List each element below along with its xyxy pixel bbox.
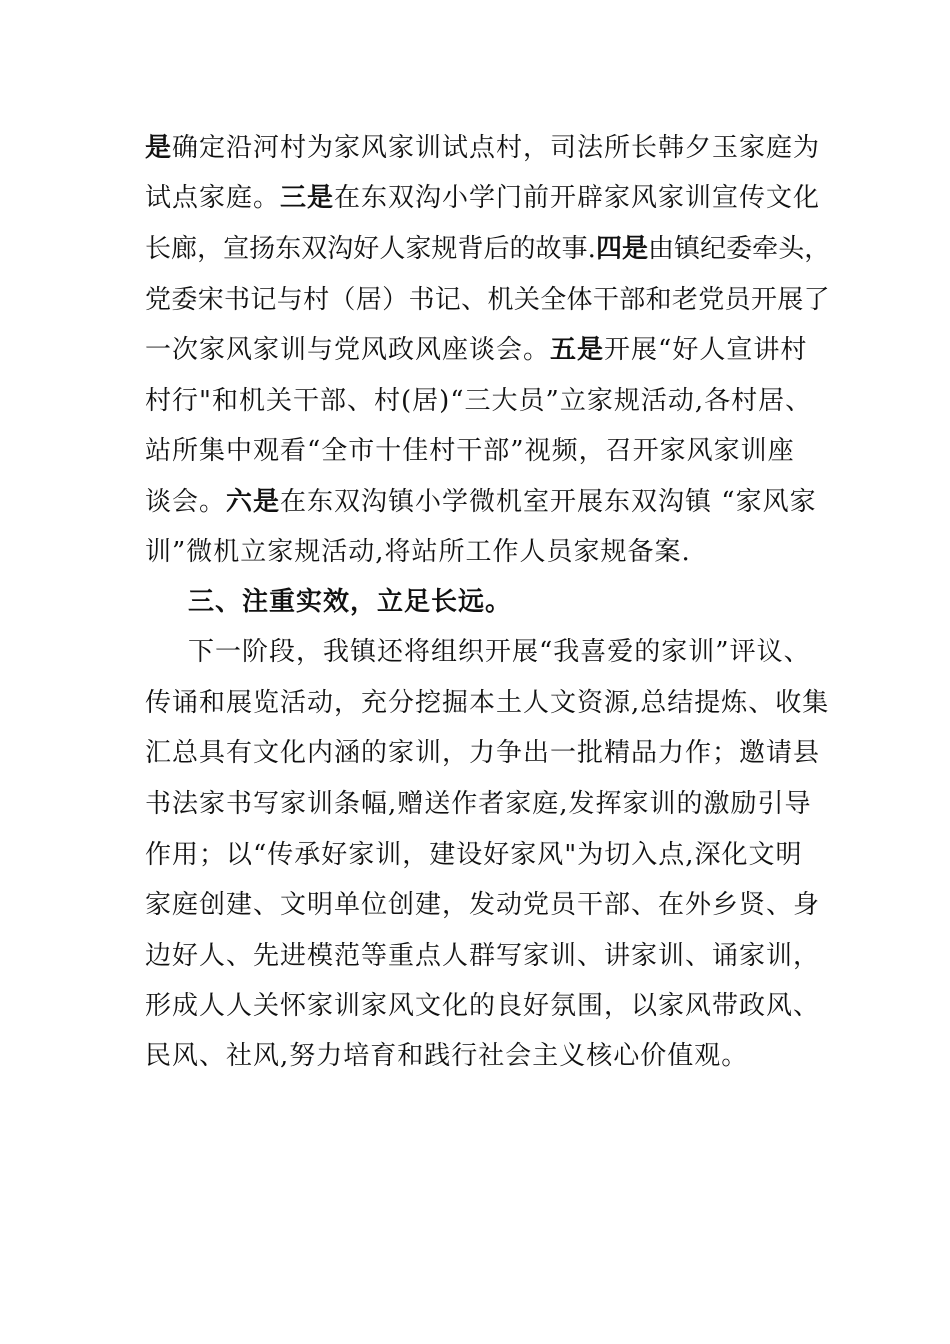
text-run: 作用；以“传承好家训，建设好家风"为切入点,深化文明: [145, 840, 803, 870]
text-line: [145, 234, 830, 264]
ordinal-marker: 三是: [280, 183, 335, 213]
text-line: [145, 1041, 748, 1071]
text-run: 村行"和机关干部、村(居)“三大员”立家规活动,各村居、: [145, 386, 813, 416]
text-run: 开展“好人宣讲村: [604, 335, 808, 365]
text-run: 由镇纪委牵头，: [648, 234, 831, 264]
text-run: 长廊，宣扬东双沟好人家规背后的故事.: [145, 234, 596, 264]
text-run: 在东双沟小学门前开辟家风家训宣传文化: [334, 183, 821, 213]
text-run: 一次家风家训与党风政风座谈会。: [145, 335, 551, 365]
text-line: [145, 738, 820, 768]
text-run: 传诵和展览活动，充分挖掘本土人文资源,总结提炼、收集: [145, 688, 830, 718]
text-run: 民风、社风,努力培育和践行社会主义核心价值观。: [145, 1041, 749, 1071]
text-run: 书法家书写家训条幅,赠送作者家庭,发挥家训的激励引导: [145, 789, 812, 819]
text-line: [145, 537, 691, 567]
section-heading: 三、注重实效，立足长远。: [188, 587, 513, 617]
text-line: [145, 285, 830, 315]
text-run: 确定沿河村为家风家训试点村，司法所长韩夕玉家庭为: [172, 133, 821, 163]
ordinal-marker: 四是: [595, 234, 649, 264]
text-line: [145, 840, 803, 870]
text-run: 在东双沟镇小学微机室开展东双沟镇 “家风家: [280, 487, 817, 517]
text-run: 形成人人关怀家训家风文化的良好氛围，以家风带政风、: [145, 991, 821, 1021]
ordinal-marker: 是: [145, 133, 173, 163]
text-run: 训”微机立家规活动,将站所工作人员家规备案.: [145, 537, 691, 567]
text-line: [145, 991, 820, 1021]
text-run: 下一阶段，我镇还将组织开展“我喜爱的家训”评议、: [188, 637, 811, 667]
text-run: 党委宋书记与村（居）书记、机关全体干部和老党员开展了: [145, 285, 831, 315]
ordinal-marker: 六是: [226, 487, 281, 517]
text-run: 边好人、先进模范等重点人群写家训、讲家训、诵家训，: [145, 941, 821, 971]
text-line: [188, 637, 811, 667]
text-run: 家庭创建、文明单位创建，发动党员干部、在外乡贤、身: [145, 890, 821, 920]
text-line: [145, 941, 820, 971]
text-line: [145, 133, 820, 163]
text-run: 站所集中观看“全市十佳村干部”视频，召开家风家训座: [145, 436, 795, 466]
text-line: [145, 487, 817, 517]
text-line: [145, 789, 812, 819]
text-line: [145, 335, 807, 365]
text-line: [145, 183, 820, 213]
text-run: 谈会。: [145, 487, 227, 517]
text-line: [145, 890, 820, 920]
text-line: [145, 386, 812, 416]
text-run: 试点家庭。: [145, 183, 281, 213]
ordinal-marker: 五是: [550, 335, 605, 365]
text-run: 汇总具有文化内涵的家训，力争出一批精品力作；邀请县: [145, 738, 821, 768]
text-line: [145, 688, 829, 718]
text-line: [145, 436, 795, 466]
